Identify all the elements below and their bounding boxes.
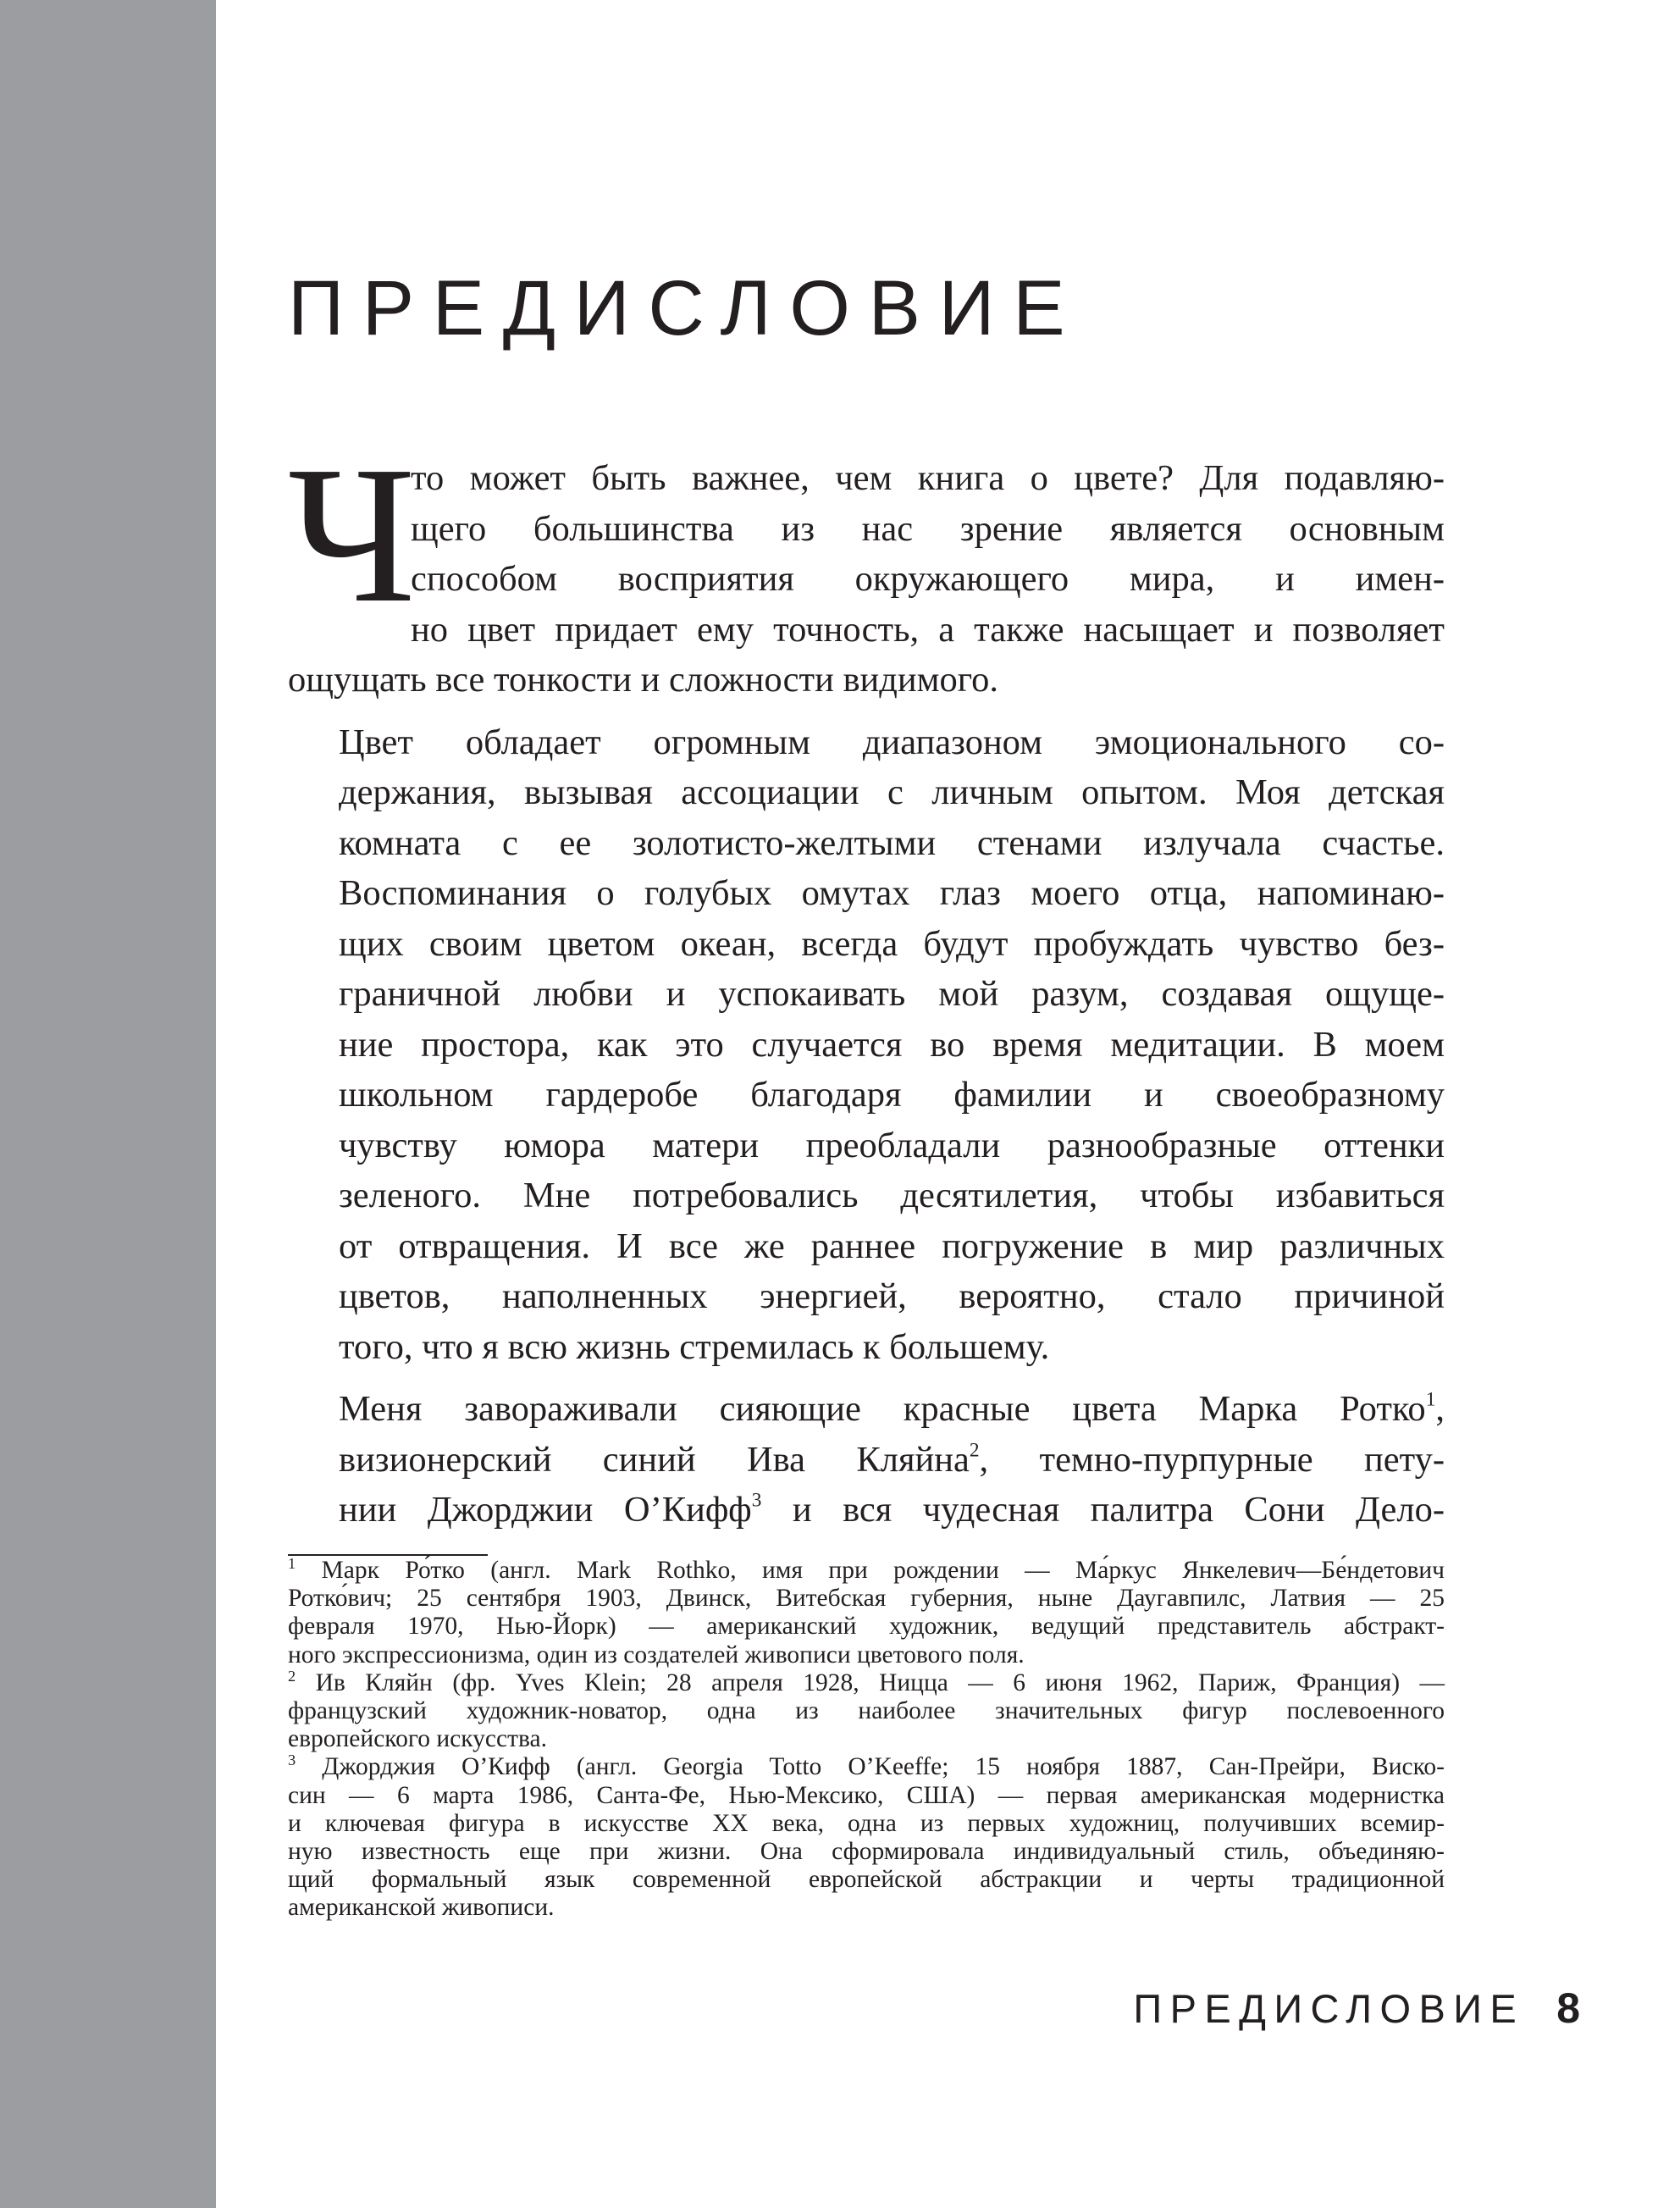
footnote-number: 1 [288, 1555, 296, 1573]
side-color-bar [0, 0, 216, 2208]
footnote-text: Марк Ро́тко (англ. Mark Rothko, имя при рождении — Ма́ркус Янкелевич—Бе́ндетович [321, 1557, 1445, 1584]
line-text: и вся чудесная палитра Сони Дело- [761, 1490, 1445, 1530]
line-text: Меня завораживали сияющие красные цвета Марка Ротко [339, 1389, 1426, 1429]
footnote-line: февраля 1970, Нью-Йорк) — американский художник, ведущий представитель абстракт- [288, 1613, 1445, 1641]
text-line: держания, вызывая ассоциации с личным опытом. Моя детская [339, 772, 1445, 812]
running-header-title: ПРЕДИСЛОВИЕ [1133, 1986, 1525, 2031]
footnote-line: ного экспрессионизма, один из создателей живописи цветового поля. [288, 1641, 1025, 1668]
line-text: , [1435, 1389, 1445, 1429]
footnote-1 [288, 1557, 1445, 1669]
drop-cap: Ч [288, 426, 416, 644]
text-line: Воспоминания о голубых омутах глаз моего отца, напоминаю- [339, 873, 1445, 913]
text-line: способом восприятия окружающего мира, и имен- [411, 559, 1445, 599]
text-line [288, 1435, 1445, 1486]
text-line: комната с ее золотисто-желтыми стенами излучала счастье. [339, 822, 1445, 863]
footnote-line [288, 1669, 1445, 1697]
page-number: 8 [1556, 1984, 1580, 2032]
footnote-ref-2[interactable]: 2 [969, 1438, 980, 1461]
text-line: но цвет придает ему точность, а также насыщает и позволяет [411, 609, 1445, 650]
text-line: от отвращения. И все же раннее погружение в мир различных [339, 1226, 1445, 1266]
text-line: щих своим цветом океан, всегда будут пробуждать чувство без- [339, 923, 1445, 964]
text-line: ощущать все тонкости и сложности видимого. [288, 660, 999, 700]
footnote-line: европейского искусства. [288, 1725, 547, 1753]
text-line: школьном гардеробе благодаря фамилии и своеобразному [339, 1075, 1445, 1115]
footnote-3 [288, 1753, 1445, 1922]
footnote-line: Ротко́вич; 25 сентября 1903, Двинск, Витебская губерния, ныне Даугавпилс, Латвия — 25 [288, 1585, 1445, 1613]
footnote-line [288, 1557, 1445, 1585]
text-line: то может быть важнее, чем книга о цвете? Для подавляю- [411, 458, 1445, 498]
line-text: нии Джорджии О’Кифф [339, 1490, 752, 1530]
footnote-line: и ключевая фигура в искусстве XX века, одна из первых художниц, получивших всемир- [288, 1809, 1445, 1837]
footnote-text: Джорджия О’Кифф (англ. Georgia Totto O’Keeffe; 15 ноября 1887, Сан-Прейри, Виско- [322, 1753, 1445, 1781]
footnote-2 [288, 1669, 1445, 1754]
footnote-line: американской живописи. [288, 1894, 555, 1922]
text-line: ние простора, как это случается во время медитации. В моем [339, 1024, 1445, 1065]
paragraph-1 [288, 426, 1445, 706]
footnote-line: французский художник-новатор, одна из наиболее значительных фигур послевоенного [288, 1697, 1445, 1725]
paragraph-3 [288, 1384, 1445, 1536]
text-line: цветов, наполненных энергией, вероятно, стало причиной [339, 1276, 1445, 1316]
body-text [288, 426, 1445, 1536]
line-text: визионерский синий Ива Кляйна [339, 1439, 970, 1480]
text-line: чувству юмора матери преобладали разнообразные оттенки [339, 1125, 1445, 1165]
footnote-text: Ив Кляйн (фр. Yves Klein; 28 апреля 1928, Ницца — 6 июня 1962, Париж, Франция) — [315, 1668, 1445, 1696]
text-line [288, 1485, 1445, 1536]
footnote-line: ную известность еще при жизни. Она сформировала индивидуальный стиль, объединяю- [288, 1838, 1445, 1866]
footnotes [288, 1557, 1445, 1923]
text-line: зеленого. Мне потребовались десятилетия, чтобы избавиться [339, 1176, 1445, 1215]
footnote-line: щий формальный язык современной европейской абстракции и черты традиционной [288, 1866, 1445, 1894]
footnote-number: 2 [288, 1667, 296, 1685]
footnote-number: 3 [288, 1751, 296, 1769]
footnote-ref-1[interactable]: 1 [1425, 1388, 1436, 1411]
text-line: граничной любви и успокаивать мой разум, создавая ощуще- [339, 974, 1445, 1014]
footnote-ref-3[interactable]: 3 [751, 1489, 762, 1512]
text-line [288, 1384, 1445, 1435]
text-line: того, что я всю жизнь стремилась к большему. [339, 1326, 1050, 1367]
running-footer [1133, 1984, 1580, 2033]
text-line: щего большинства из нас зрение является основным [411, 508, 1445, 549]
paragraph-2 [288, 717, 1445, 1373]
line-text: , темно-пурпурные пету- [979, 1439, 1445, 1480]
footnote-line: син — 6 марта 1986, Санта-Фе, Нью-Мексико, США) — первая американская модернистка [288, 1781, 1445, 1809]
text-line: Цвет обладает огромным диапазоном эмоционального со- [339, 722, 1445, 762]
chapter-title: ПРЕДИСЛОВИЕ [288, 265, 1084, 351]
footnote-divider [288, 1554, 488, 1556]
footnote-line [288, 1753, 1445, 1781]
